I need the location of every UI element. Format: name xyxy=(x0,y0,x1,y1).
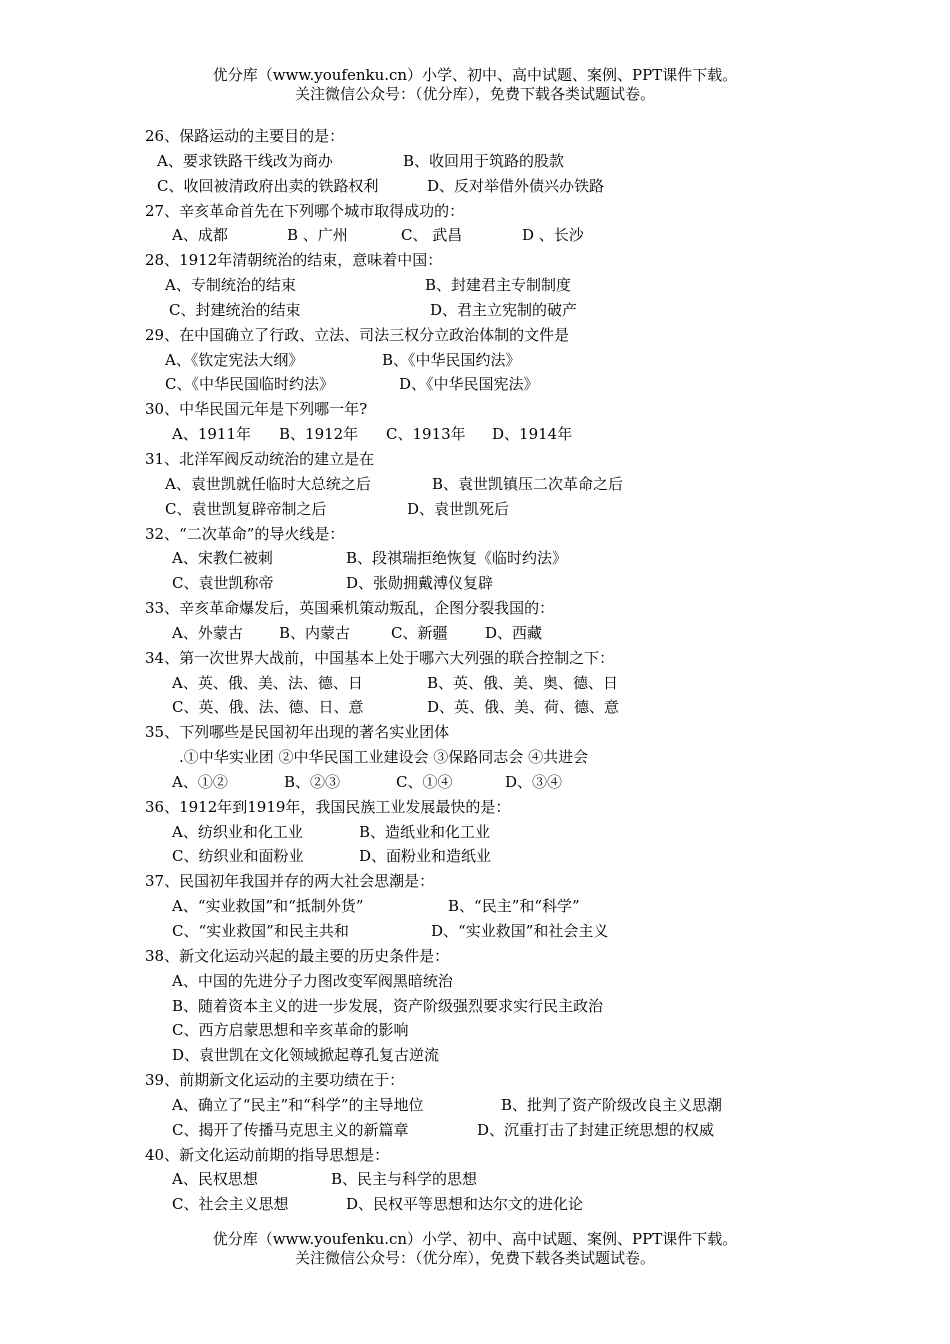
option-row xyxy=(145,695,825,720)
option-row xyxy=(145,919,825,944)
option-row xyxy=(145,223,825,248)
page-footer xyxy=(0,1230,950,1268)
question-list xyxy=(145,124,825,1217)
option-a: A、宋教仁被刺 xyxy=(172,549,273,568)
option-row xyxy=(145,820,825,845)
option-row xyxy=(145,671,825,696)
header-line-1: 优分库（www.youfenku.cn）小学、初中、高中试题、案例、PPT课件下载。 xyxy=(212,66,738,84)
option-a: A、外蒙古 xyxy=(172,623,243,642)
option-row xyxy=(145,844,825,869)
option-a: A、《钦定宪法大纲》 xyxy=(165,350,304,369)
option-row xyxy=(145,149,825,174)
option-d: D、面粉业和造纸业 xyxy=(359,847,492,866)
option-b: B、批判了资产阶级改良主义思潮 xyxy=(501,1095,723,1114)
option-c: C、1913年 xyxy=(386,425,466,444)
question-stem: 35、下列哪些是民国初年出现的著名实业团体 xyxy=(145,723,450,742)
option-row xyxy=(145,422,825,447)
option-b: B、随着资本主义的进一步发展，资产阶级强烈要求实行民主政治 xyxy=(172,996,604,1015)
option-row xyxy=(145,174,825,199)
option-d: D、1914年 xyxy=(492,425,573,444)
option-d: D、袁世凯死后 xyxy=(407,499,510,518)
option-row xyxy=(145,273,825,298)
option-row xyxy=(145,298,825,323)
option-row xyxy=(145,1093,825,1118)
question-stem: 39、前期新文化运动的主要功绩在于： xyxy=(145,1071,405,1090)
option-row xyxy=(145,1018,825,1043)
question-26 xyxy=(145,124,825,149)
option-row xyxy=(145,770,825,795)
question-stem: 33、辛亥革命爆发后，英国乘机策动叛乱，企图分裂我国的： xyxy=(145,599,555,618)
option-row xyxy=(145,546,825,571)
option-b: B、②③ xyxy=(284,772,341,791)
question-36 xyxy=(145,795,825,820)
question-29 xyxy=(145,323,825,348)
option-c: C、英、俄、法、德、日、意 xyxy=(172,698,364,717)
option-b: B、“民主”和“科学” xyxy=(448,897,580,916)
option-c: C、袁世凯复辟帝制之后 xyxy=(165,499,327,518)
option-row xyxy=(145,621,825,646)
option-c: C、①④ xyxy=(396,772,453,791)
option-d: D、沉重打击了封建正统思想的权威 xyxy=(477,1120,715,1139)
option-d: D、“实业救国”和社会主义 xyxy=(431,922,609,940)
footer-line-1: 优分库（www.youfenku.cn）小学、初中、高中试题、案例、PPT课件下载。 xyxy=(212,1230,738,1248)
option-b: B、民主与科学的思想 xyxy=(331,1170,478,1189)
option-row xyxy=(145,969,825,994)
option-c: C、 武昌 xyxy=(401,226,463,245)
option-d: D、君主立宪制的破产 xyxy=(430,300,578,319)
question-stem: 34、第一次世界大战前，中国基本上处于哪六大列强的联合控制之下： xyxy=(145,648,615,667)
option-d: D 、长沙 xyxy=(522,226,584,245)
option-a: A、成都 xyxy=(172,226,228,245)
option-d: D、③④ xyxy=(505,772,563,791)
option-a: A、要求铁路干线改为商办 xyxy=(157,151,333,170)
question-39 xyxy=(145,1068,825,1093)
question-stem: 31、北洋军阀反动统治的建立是在 xyxy=(145,449,375,468)
option-d: D、西藏 xyxy=(485,623,543,642)
question-31 xyxy=(145,447,825,472)
option-c: C、《中华民国临时约法》 xyxy=(165,375,334,394)
option-b: B、袁世凯镇压二次革命之后 xyxy=(432,474,624,493)
option-a: A、“实业救国”和“抵制外货” xyxy=(172,897,364,916)
question-stem: 38、新文化运动兴起的最主要的历史条件是： xyxy=(145,946,450,965)
question-37 xyxy=(145,869,825,894)
option-row xyxy=(145,372,825,397)
option-b: B、造纸业和化工业 xyxy=(359,822,491,841)
question-stem: 27、辛亥革命首先在下列哪个城市取得成功的： xyxy=(145,201,465,220)
option-c: C、纺织业和面粉业 xyxy=(172,847,304,866)
question-28 xyxy=(145,248,825,273)
question-stem: 30、中华民国元年是下列哪一年? xyxy=(145,400,368,419)
question-stem: 32、“二次革命”的导火线是： xyxy=(145,524,345,543)
option-row xyxy=(145,348,825,373)
option-row xyxy=(145,894,825,919)
question-40 xyxy=(145,1143,825,1168)
option-a: A、1911年 xyxy=(172,425,252,444)
question-34 xyxy=(145,646,825,671)
option-d: D、反对举借外债兴办铁路 xyxy=(427,176,605,195)
option-b: B、《中华民国约法》 xyxy=(382,350,521,369)
question-38 xyxy=(145,944,825,969)
page-header xyxy=(0,66,950,104)
option-a: A、专制统治的结束 xyxy=(165,276,296,295)
option-c: C、袁世凯称帝 xyxy=(172,574,274,593)
option-c: C、揭开了传播马克思主义的新篇章 xyxy=(172,1120,409,1139)
option-row xyxy=(145,472,825,497)
question-stem: 28、1912年清朝统治的结束，意味着中国： xyxy=(145,251,443,270)
option-row xyxy=(145,1118,825,1143)
option-a: A、袁世凯就任临时大总统之后 xyxy=(165,474,371,493)
option-d: D、袁世凯在文化领域掀起尊孔复古逆流 xyxy=(172,1046,440,1065)
option-d: D、《中华民国宪法》 xyxy=(399,375,539,394)
question-stem: 37、民国初年我国并存的两大社会思潮是： xyxy=(145,872,435,891)
option-a: A、民权思想 xyxy=(172,1170,258,1189)
question-stem: 29、在中国确立了行政、立法、司法三权分立政治体制的文件是 xyxy=(145,325,570,344)
option-row xyxy=(145,994,825,1019)
option-c: C、新疆 xyxy=(391,623,448,642)
option-a: A、英、俄、美、法、德、日 xyxy=(172,673,363,692)
option-c: C、西方启蒙思想和辛亥革命的影响 xyxy=(172,1021,409,1040)
option-b: B、内蒙古 xyxy=(279,623,351,642)
option-row xyxy=(145,1043,825,1068)
option-c: C、封建统治的结束 xyxy=(169,300,301,319)
question-33 xyxy=(145,596,825,621)
question-27 xyxy=(145,199,825,224)
question-32 xyxy=(145,522,825,547)
option-a: A、中国的先进分子力图改变军阀黑暗统治 xyxy=(172,971,453,990)
option-c: C、社会主义思想 xyxy=(172,1195,289,1214)
question-stem: 36、1912年到1919年，我国民族工业发展最快的是： xyxy=(145,797,511,816)
question-stem: 40、新文化运动前期的指导思想是： xyxy=(145,1145,390,1164)
option-a: A、①② xyxy=(172,772,228,791)
option-d: D、民权平等思想和达尔文的进化论 xyxy=(346,1195,584,1214)
option-row xyxy=(145,497,825,522)
option-a: A、确立了“民主”和“科学”的主导地位 xyxy=(172,1095,424,1114)
question-stem: 26、保路运动的主要目的是： xyxy=(145,127,345,145)
option-row xyxy=(145,1192,825,1217)
option-d: D、英、俄、美、荷、德、意 xyxy=(427,698,620,717)
question-subline xyxy=(145,745,825,770)
header-line-2: 关注微信公众号：（优分库），免费下载各类试题试卷。 xyxy=(294,85,655,103)
question-35 xyxy=(145,720,825,745)
option-b: B、1912年 xyxy=(279,425,359,444)
footer-line-2: 关注微信公众号：（优分库），免费下载各类试题试卷。 xyxy=(294,1249,655,1267)
option-a: A、纺织业和化工业 xyxy=(172,822,303,841)
question-30 xyxy=(145,397,825,422)
option-b: B、封建君主专制制度 xyxy=(425,276,572,295)
option-row xyxy=(145,1167,825,1192)
option-c: C、收回被清政府出卖的铁路权利 xyxy=(157,176,379,195)
option-c: C、“实业救国”和民主共和 xyxy=(172,922,349,940)
option-b: B、英、俄、美、奥、德、日 xyxy=(427,673,619,692)
option-b: B 、广州 xyxy=(287,226,348,245)
option-b: B、段祺瑞拒绝恢复《临时约法》 xyxy=(346,549,568,568)
choice-list: .①中华实业团 ②中华民国工业建设会 ③保路同志会 ④共进会 xyxy=(179,748,589,767)
option-b: B、收回用于筑路的股款 xyxy=(403,151,565,170)
option-d: D、张勋拥戴溥仪复辟 xyxy=(346,574,494,593)
option-row xyxy=(145,571,825,596)
